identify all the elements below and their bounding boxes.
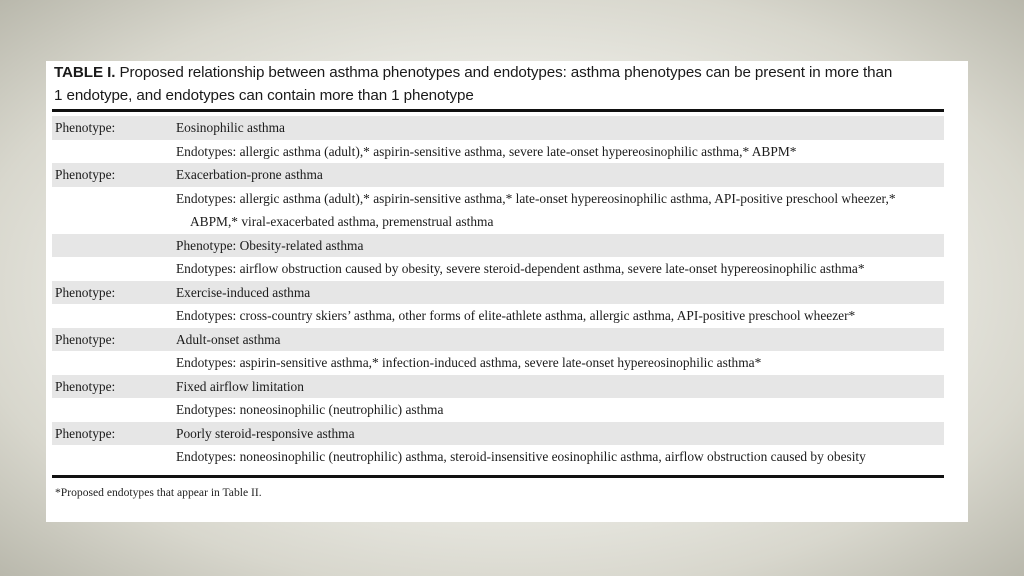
table-label: TABLE I.: [54, 64, 116, 81]
phenotype-label: Phenotype:: [55, 378, 116, 394]
table-row: [52, 140, 944, 164]
table-row: [52, 234, 944, 258]
table-row: [52, 281, 944, 305]
table-row: [52, 328, 944, 352]
endotypes-value: Endotypes: noneosinophilic (neutrophilic) asthma, steroid-insensitive eosinophilic asthma, airflow obstruction caused by obesity: [176, 449, 866, 464]
endotypes-line-2: ABPM,* viral-exacerbated asthma, premenstrual asthma: [190, 214, 494, 229]
table-top-rule: [52, 109, 944, 112]
phenotype-label: Phenotype:: [55, 284, 116, 300]
phenotype-label: Phenotype:: [55, 331, 116, 347]
endotypes-value: Endotypes: airflow obstruction caused by obesity, severe steroid-dependent asthma, severe late-onset hypereosinophilic asthma*: [176, 261, 865, 276]
table-body: [52, 116, 944, 469]
caption-line-2: 1 endotype, and endotypes can contain more than 1 phenotype: [54, 86, 474, 104]
phenotype-label: Phenotype:: [55, 120, 116, 135]
table-row: [52, 116, 944, 140]
table-row: [52, 351, 944, 375]
phenotype-value: Phenotype: Obesity-related asthma: [176, 237, 364, 253]
endotypes-line-1: Endotypes: allergic asthma (adult),* aspirin-sensitive asthma,* late-onset hypereosinophilic asthma, API-positive preschool wheezer,*: [176, 190, 896, 206]
phenotype-value: Fixed airflow limitation: [176, 378, 304, 394]
table-row: [52, 257, 944, 281]
caption-line-1: Proposed relationship between asthma phenotypes and endotypes: asthma phenotypes can be present in more than: [119, 64, 893, 81]
table-row: [52, 304, 944, 328]
table-row: [52, 375, 944, 399]
phenotype-label: Phenotype:: [55, 167, 116, 182]
table-bottom-rule: [52, 475, 944, 478]
table-footnote: *Proposed endotypes that appear in Table II.: [55, 486, 262, 499]
phenotype-value: Adult-onset asthma: [176, 331, 281, 347]
table-card: [46, 61, 968, 522]
phenotype-value: Eosinophilic asthma: [176, 120, 285, 135]
table-row: [52, 187, 944, 234]
table-row: [52, 398, 944, 422]
endotypes-value: [176, 187, 936, 234]
phenotype-value: Poorly steroid-responsive asthma: [176, 425, 355, 441]
phenotype-value: Exercise-induced asthma: [176, 284, 311, 300]
table-row: [52, 163, 944, 187]
table-caption: [54, 62, 954, 107]
endotypes-value: Endotypes: aspirin-sensitive asthma,* infection-induced asthma, severe late-onset hypereosinophilic asthma*: [176, 355, 762, 370]
endotypes-value: Endotypes: cross-country skiers’ asthma, other forms of elite-athlete asthma, allergic asthma, API-positive preschool wheezer*: [176, 308, 856, 323]
table-row: [52, 445, 944, 469]
endotypes-value: Endotypes: noneosinophilic (neutrophilic) asthma: [176, 402, 444, 417]
endotypes-value: Endotypes: allergic asthma (adult),* aspirin-sensitive asthma, severe late-onset hypereosinophilic asthma,* ABPM*: [176, 143, 797, 159]
phenotype-label: Phenotype:: [55, 425, 116, 441]
table-row: [52, 422, 944, 446]
phenotype-value: Exacerbation-prone asthma: [176, 167, 323, 182]
